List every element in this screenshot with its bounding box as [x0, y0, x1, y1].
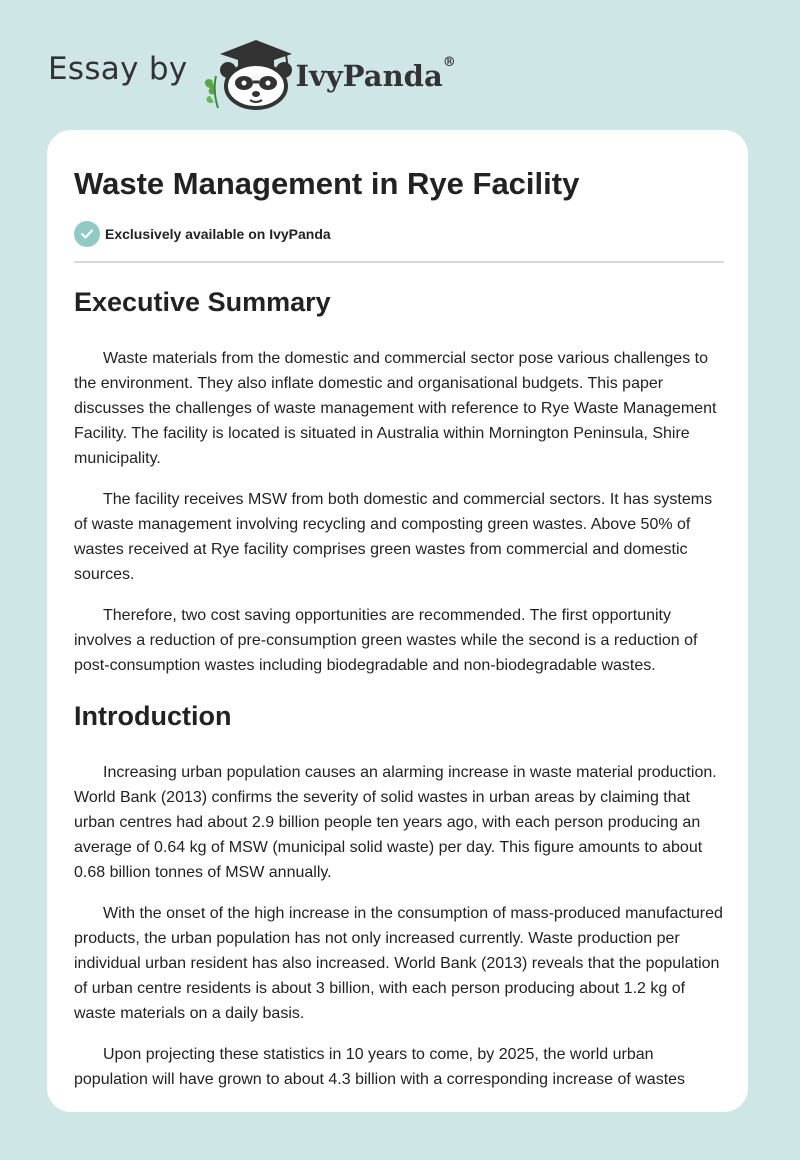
paragraph: The facility receives MSW from both domestic and commercial sectors. It has systems of waste management involving recycling and composting green wastes. Above 50% of wastes received at Rye facility comprises green wastes from commercial and domestic sources.: [74, 491, 713, 583]
paragraph: Waste materials from the domestic and commercial sector pose various challenges to the environment. They also inflate domestic and organisational budgets. This paper discusses the challenges of waste management with reference to Rye Waste Management Facility. The facility is located is situated in Australia within Mornington Peninsula, Shire municipality.: [74, 350, 717, 467]
paragraph: Upon projecting these statistics in 10 years to come, by 2025, the world urban population will have grown to about 4.3 billion with a corresponding increase of wastes: [74, 1046, 686, 1088]
exclusive-badge: [74, 221, 331, 247]
brand-prefix: Essay by: [48, 51, 188, 87]
essay-card: [47, 130, 748, 1112]
paragraph: Increasing urban population causes an alarming increase in waste material production. World Bank (2013) confirms the severity of solid wastes in urban areas by claiming that urban centres had about 2.9 billion people ten years ago, with each person producing an average of 0.64 kg of MSW (municipal solid waste) per day. This figure amounts to about 0.68 billion tonnes of MSW annually.: [74, 764, 717, 881]
section-heading-introduction: Introduction: [74, 701, 232, 731]
section-heading-executive-summary: Executive Summary: [74, 287, 331, 317]
brand-logo[interactable]: [48, 34, 456, 114]
title-divider: [74, 261, 724, 263]
brand-name: IvyPanda®: [295, 55, 456, 93]
exclusive-badge-label: Exclusively available on IvyPanda: [105, 226, 331, 242]
essay-body: [74, 280, 724, 1092]
paragraph: Therefore, two cost saving opportunities are recommended. The first opportunity involves a reduction of pre-consumption green wastes while the second is a reduction of post-consumption wastes including biodegradable and non-biodegradable wastes.: [74, 607, 698, 674]
check-circle-icon: [74, 221, 100, 247]
page-title: Waste Management in Rye Facility: [74, 166, 580, 201]
panda-mascot-icon: [198, 36, 294, 112]
paragraph: With the onset of the high increase in the consumption of mass-produced manufactured products, the urban population has not only increased currently. Waste production per individual urban resident has also increased. World Bank (2013) reveals that the population of urban centre residents is about 3 billion, with each person producing about 1.2 kg of waste materials on a daily basis.: [74, 905, 723, 1022]
